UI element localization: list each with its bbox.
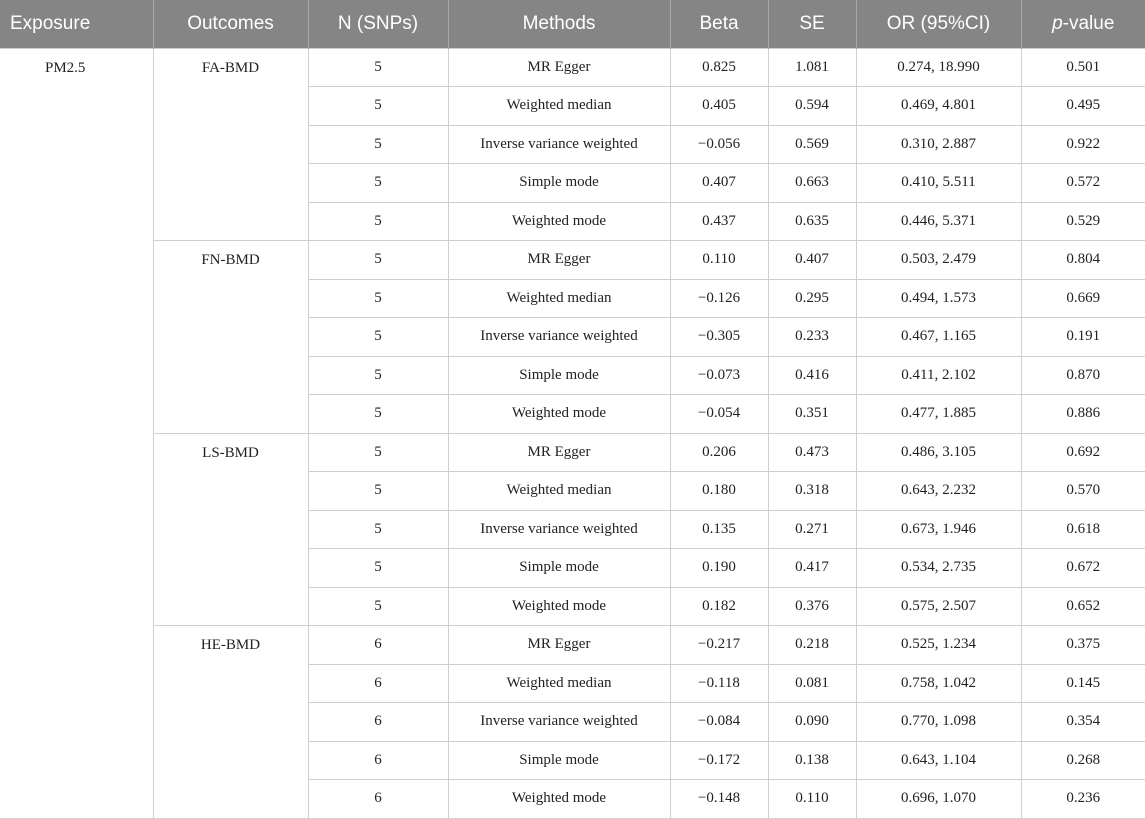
- p-value-cell: 0.870: [1021, 356, 1145, 395]
- header-se: SE: [768, 0, 856, 48]
- se-cell: 0.663: [768, 164, 856, 203]
- or-ci-cell: 0.696, 1.070: [856, 780, 1021, 819]
- method-cell: MR Egger: [448, 626, 670, 665]
- beta-cell: 0.190: [670, 549, 768, 588]
- se-cell: 0.090: [768, 703, 856, 742]
- or-ci-cell: 0.673, 1.946: [856, 510, 1021, 549]
- se-cell: 0.351: [768, 395, 856, 434]
- beta-cell: 0.182: [670, 587, 768, 626]
- or-ci-cell: 0.469, 4.801: [856, 87, 1021, 126]
- se-cell: 0.376: [768, 587, 856, 626]
- se-cell: 1.081: [768, 48, 856, 87]
- or-ci-cell: 0.494, 1.573: [856, 279, 1021, 318]
- n-snps-cell: 5: [308, 279, 448, 318]
- se-cell: 0.138: [768, 741, 856, 780]
- method-cell: Inverse variance weighted: [448, 318, 670, 357]
- header-p-letter: p: [1052, 12, 1063, 34]
- or-ci-cell: 0.525, 1.234: [856, 626, 1021, 665]
- or-ci-cell: 0.503, 2.479: [856, 241, 1021, 280]
- beta-cell: 0.206: [670, 433, 768, 472]
- p-value-cell: 0.268: [1021, 741, 1145, 780]
- or-ci-cell: 0.477, 1.885: [856, 395, 1021, 434]
- n-snps-cell: 5: [308, 472, 448, 511]
- or-ci-cell: 0.534, 2.735: [856, 549, 1021, 588]
- beta-cell: 0.135: [670, 510, 768, 549]
- method-cell: Weighted mode: [448, 780, 670, 819]
- beta-cell: −0.056: [670, 125, 768, 164]
- outcome-cell: FN-BMD: [153, 241, 308, 434]
- beta-cell: −0.305: [670, 318, 768, 357]
- method-cell: Simple mode: [448, 741, 670, 780]
- outcome-cell: FA-BMD: [153, 48, 308, 241]
- beta-cell: 0.407: [670, 164, 768, 203]
- or-ci-cell: 0.411, 2.102: [856, 356, 1021, 395]
- method-cell: Weighted mode: [448, 395, 670, 434]
- p-value-cell: 0.375: [1021, 626, 1145, 665]
- p-value-cell: 0.354: [1021, 703, 1145, 742]
- header-p-suffix: -value: [1062, 12, 1115, 34]
- p-value-cell: 0.672: [1021, 549, 1145, 588]
- p-value-cell: 0.529: [1021, 202, 1145, 241]
- or-ci-cell: 0.575, 2.507: [856, 587, 1021, 626]
- header-exposure: Exposure: [0, 0, 153, 48]
- header-p-value: [1021, 0, 1145, 48]
- method-cell: Simple mode: [448, 164, 670, 203]
- method-cell: MR Egger: [448, 48, 670, 87]
- beta-cell: −0.084: [670, 703, 768, 742]
- n-snps-cell: 6: [308, 741, 448, 780]
- table-row: [0, 48, 1145, 87]
- se-cell: 0.594: [768, 87, 856, 126]
- beta-cell: −0.073: [670, 356, 768, 395]
- or-ci-cell: 0.446, 5.371: [856, 202, 1021, 241]
- n-snps-cell: 5: [308, 356, 448, 395]
- p-value-cell: 0.692: [1021, 433, 1145, 472]
- n-snps-cell: 5: [308, 549, 448, 588]
- n-snps-cell: 5: [308, 318, 448, 357]
- method-cell: Weighted median: [448, 87, 670, 126]
- se-cell: 0.110: [768, 780, 856, 819]
- beta-cell: −0.126: [670, 279, 768, 318]
- p-value-cell: 0.922: [1021, 125, 1145, 164]
- se-cell: 0.081: [768, 664, 856, 703]
- n-snps-cell: 5: [308, 587, 448, 626]
- table-row: [0, 626, 1145, 665]
- p-value-cell: 0.572: [1021, 164, 1145, 203]
- beta-cell: −0.172: [670, 741, 768, 780]
- se-cell: 0.233: [768, 318, 856, 357]
- se-cell: 0.318: [768, 472, 856, 511]
- se-cell: 0.417: [768, 549, 856, 588]
- n-snps-cell: 6: [308, 703, 448, 742]
- beta-cell: 0.405: [670, 87, 768, 126]
- header-n-snps: N (SNPs): [308, 0, 448, 48]
- method-cell: Weighted median: [448, 279, 670, 318]
- or-ci-cell: 0.310, 2.887: [856, 125, 1021, 164]
- beta-cell: 0.180: [670, 472, 768, 511]
- or-ci-cell: 0.410, 5.511: [856, 164, 1021, 203]
- p-value-cell: 0.145: [1021, 664, 1145, 703]
- n-snps-cell: 5: [308, 433, 448, 472]
- n-snps-cell: 5: [308, 87, 448, 126]
- se-cell: 0.218: [768, 626, 856, 665]
- se-cell: 0.635: [768, 202, 856, 241]
- se-cell: 0.271: [768, 510, 856, 549]
- header-methods: Methods: [448, 0, 670, 48]
- beta-cell: 0.437: [670, 202, 768, 241]
- header-beta: Beta: [670, 0, 768, 48]
- p-value-cell: 0.652: [1021, 587, 1145, 626]
- se-cell: 0.407: [768, 241, 856, 280]
- p-value-cell: 0.570: [1021, 472, 1145, 511]
- method-cell: Simple mode: [448, 549, 670, 588]
- beta-cell: −0.118: [670, 664, 768, 703]
- n-snps-cell: 6: [308, 626, 448, 665]
- header-or-ci: OR (95%CI): [856, 0, 1021, 48]
- method-cell: Weighted mode: [448, 202, 670, 241]
- n-snps-cell: 5: [308, 395, 448, 434]
- method-cell: Weighted median: [448, 472, 670, 511]
- n-snps-cell: 5: [308, 48, 448, 87]
- method-cell: Inverse variance weighted: [448, 510, 670, 549]
- method-cell: Inverse variance weighted: [448, 703, 670, 742]
- beta-cell: −0.054: [670, 395, 768, 434]
- p-value-cell: 0.669: [1021, 279, 1145, 318]
- method-cell: Weighted mode: [448, 587, 670, 626]
- exposure-cell: PM2.5: [0, 48, 153, 818]
- or-ci-cell: 0.643, 1.104: [856, 741, 1021, 780]
- p-value-cell: 0.495: [1021, 87, 1145, 126]
- se-cell: 0.295: [768, 279, 856, 318]
- method-cell: MR Egger: [448, 433, 670, 472]
- or-ci-cell: 0.486, 3.105: [856, 433, 1021, 472]
- n-snps-cell: 5: [308, 241, 448, 280]
- header-outcomes: Outcomes: [153, 0, 308, 48]
- n-snps-cell: 5: [308, 202, 448, 241]
- n-snps-cell: 5: [308, 125, 448, 164]
- n-snps-cell: 6: [308, 780, 448, 819]
- se-cell: 0.416: [768, 356, 856, 395]
- p-value-cell: 0.191: [1021, 318, 1145, 357]
- p-value-cell: 0.501: [1021, 48, 1145, 87]
- beta-cell: 0.825: [670, 48, 768, 87]
- outcome-cell: LS-BMD: [153, 433, 308, 626]
- or-ci-cell: 0.274, 18.990: [856, 48, 1021, 87]
- or-ci-cell: 0.758, 1.042: [856, 664, 1021, 703]
- table-row: [0, 241, 1145, 280]
- table-header: [0, 0, 1145, 48]
- p-value-cell: 0.236: [1021, 780, 1145, 819]
- beta-cell: 0.110: [670, 241, 768, 280]
- p-value-cell: 0.804: [1021, 241, 1145, 280]
- p-value-cell: 0.886: [1021, 395, 1145, 434]
- method-cell: Weighted median: [448, 664, 670, 703]
- se-cell: 0.473: [768, 433, 856, 472]
- n-snps-cell: 5: [308, 164, 448, 203]
- table-row: [0, 433, 1145, 472]
- n-snps-cell: 6: [308, 664, 448, 703]
- outcome-cell: HE-BMD: [153, 626, 308, 819]
- beta-cell: −0.217: [670, 626, 768, 665]
- n-snps-cell: 5: [308, 510, 448, 549]
- beta-cell: −0.148: [670, 780, 768, 819]
- method-cell: Simple mode: [448, 356, 670, 395]
- method-cell: Inverse variance weighted: [448, 125, 670, 164]
- or-ci-cell: 0.467, 1.165: [856, 318, 1021, 357]
- method-cell: MR Egger: [448, 241, 670, 280]
- or-ci-cell: 0.770, 1.098: [856, 703, 1021, 742]
- p-value-cell: 0.618: [1021, 510, 1145, 549]
- or-ci-cell: 0.643, 2.232: [856, 472, 1021, 511]
- se-cell: 0.569: [768, 125, 856, 164]
- table-body: [0, 48, 1145, 818]
- header-row: [0, 0, 1145, 48]
